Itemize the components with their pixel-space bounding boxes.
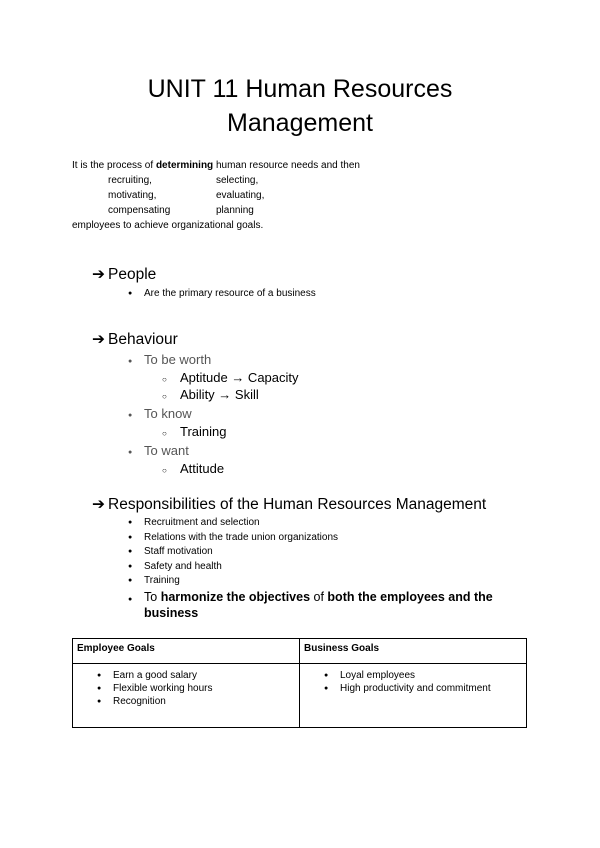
list-item: ● Loyal employees — [304, 669, 522, 682]
section-behaviour-heading — [92, 330, 178, 350]
intro-row-col2: evaluating, — [216, 190, 265, 201]
intro-row — [72, 173, 360, 188]
list-item: ● Recruitment and selection — [128, 516, 518, 531]
arrow-icon: ➔ — [92, 331, 105, 348]
intro-row-col2: planning — [216, 205, 254, 216]
employee-goals-cell — [73, 664, 300, 728]
section-people-heading — [92, 265, 156, 285]
list-item — [128, 405, 299, 440]
intro-text: human resource needs and then — [213, 160, 360, 171]
arrow-icon: ➔ — [92, 496, 105, 513]
list-item: ● Flexible working hours — [77, 682, 295, 695]
text-normal: To — [144, 589, 161, 604]
intro-line-last: employees to achieve organizational goals. — [72, 220, 264, 231]
intro-row — [72, 188, 360, 203]
list-item: ● High productivity and commitment — [304, 682, 522, 695]
list-item: ● Recognition — [77, 695, 295, 708]
section-title: Responsibilities of the Human Resources Management — [108, 496, 487, 513]
sub-list-item: ○ Ability → Skill — [162, 386, 299, 403]
section-responsibilities-heading — [92, 495, 486, 515]
intro-row — [72, 203, 360, 218]
intro-paragraph — [72, 158, 360, 233]
employee-goals-list — [77, 669, 295, 708]
intro-line-1 — [72, 158, 360, 173]
list-item: ● Earn a good salary — [77, 669, 295, 682]
responsibilities-list — [128, 516, 518, 621]
list-item-label: To want — [144, 443, 189, 458]
goals-table — [72, 638, 527, 728]
list-item — [128, 442, 299, 477]
title-line-1: UNIT 11 Human Resources — [147, 75, 453, 103]
business-goals-header: Business Goals — [300, 639, 527, 664]
sub-list-item: ○ Aptitude → Capacity — [162, 369, 299, 386]
sub-list — [144, 423, 299, 440]
intro-bold-word: determining — [155, 160, 214, 171]
list-item-label: To know — [144, 406, 192, 421]
page-title — [0, 72, 600, 140]
list-item-harmonize — [128, 589, 518, 621]
section-title: People — [108, 266, 157, 283]
employee-goals-header: Employee Goals — [73, 639, 300, 664]
text-normal: of — [310, 589, 328, 604]
people-list — [128, 287, 316, 302]
sub-list-item: ○ Attitude — [162, 460, 299, 477]
list-item — [128, 351, 299, 403]
list-item: ● Safety and health — [128, 560, 518, 575]
list-item-label: To be worth — [144, 352, 212, 367]
list-item: ● Relations with the trade union organizations — [128, 531, 518, 546]
behaviour-list — [128, 351, 299, 479]
business-goals-list — [304, 669, 522, 695]
list-item: ● Are the primary resource of a business — [128, 287, 316, 302]
table-row — [73, 664, 527, 728]
title-line-2: Management — [227, 109, 373, 137]
table-header-row — [73, 639, 527, 664]
arrow-icon: ➔ — [92, 266, 105, 283]
intro-row-col1: compensating — [108, 205, 171, 216]
intro-row-col2: selecting, — [216, 175, 259, 186]
text-bold: both the employees and the business — [144, 589, 493, 620]
list-item: ● Staff motivation — [128, 545, 518, 560]
sub-list-item: ○ Training — [162, 423, 299, 440]
intro-row-col1: motivating, — [108, 190, 157, 201]
sub-list — [144, 369, 299, 403]
business-goals-cell — [300, 664, 527, 728]
section-title: Behaviour — [108, 331, 178, 348]
sub-list — [144, 460, 299, 477]
intro-row-col1: recruiting, — [108, 175, 152, 186]
text-bold: harmonize the objectives — [160, 589, 311, 604]
intro-text: It is the process of — [72, 160, 156, 171]
list-item: ● Training — [128, 574, 518, 589]
